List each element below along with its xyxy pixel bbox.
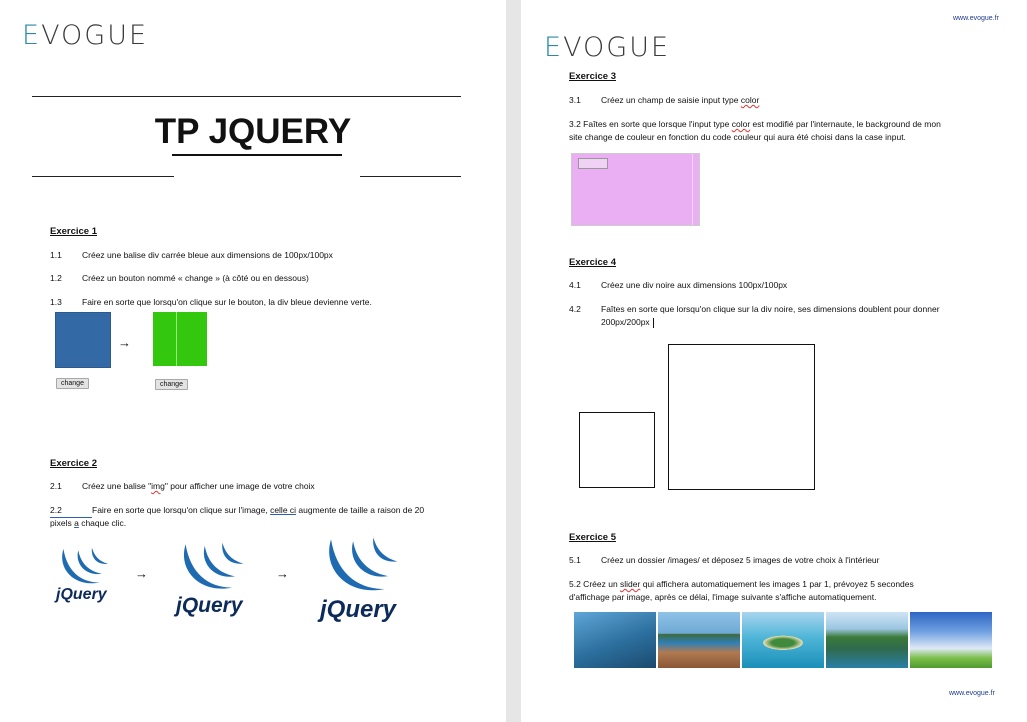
- site-url-footer[interactable]: www.evogue.fr: [949, 690, 995, 697]
- exercise-1-item-3: 1.3 Faire en sorte que lorsqu'on clique sur le bouton, la div bleue devienne verte.: [50, 297, 372, 307]
- exercise-3-heading: Exercice 3: [569, 71, 617, 82]
- exercise-2-item-2: 2.2 Faire en sorte que lorsqu'on clique sur l'image, celle ci augmente de taille a raison de 20: [50, 504, 424, 518]
- exercise-1-item-2: 1.2 Créez un bouton nommé « change » (à côté ou en dessous): [50, 273, 309, 283]
- green-square-div: [153, 312, 207, 366]
- small-black-square: [579, 412, 655, 488]
- arrow-icon: →: [276, 566, 289, 581]
- evogue-logo: EVOGUE: [22, 20, 149, 51]
- change-button-before[interactable]: change: [56, 378, 89, 389]
- text-cursor: [653, 318, 654, 328]
- exercise-3-item-2: 3.2 Faîtes en sorte que lorsque l'input type color est modifié par l'internaute, le background de mon: [569, 119, 941, 129]
- exercise-5-item-2: 5.2 Créez un slider qui affichera automatiquement les images 1 par 1, prévoyez 5 secondes: [569, 579, 914, 589]
- exercise-3-item-1: 3.1 Créez un champ de saisie input type color: [569, 95, 760, 105]
- slider-image-3: [742, 612, 824, 668]
- exercise-5-heading: Exercice 5: [569, 532, 617, 543]
- color-input-swatch[interactable]: [578, 158, 608, 169]
- preview-divider: [692, 154, 693, 225]
- green-square-divider: [176, 312, 177, 366]
- site-url-header[interactable]: www.evogue.fr: [953, 15, 999, 22]
- blue-square-div: [55, 312, 111, 368]
- slider-image-4: [826, 612, 908, 668]
- title-rule-left: [32, 176, 174, 177]
- change-button-after[interactable]: change: [155, 379, 188, 390]
- arrow-icon: →: [118, 335, 131, 350]
- exercise-1-heading: Exercice 1: [50, 226, 98, 237]
- jquery-logo-small: jQuery: [56, 544, 118, 606]
- exercise-1-item-1: 1.1 Créez une balise div carrée bleue aux dimensions de 100px/100px: [50, 250, 333, 260]
- exercise-2-item-2-cont: pixels a chaque clic.: [50, 518, 127, 528]
- large-black-square: [668, 344, 815, 490]
- title-underline: [172, 154, 342, 156]
- slider-image-2: [658, 612, 740, 668]
- jquery-logo-large: jQuery: [320, 532, 412, 624]
- exercise-5-item-1: 5.1 Créez un dossier /images/ et déposez 5 images de votre choix à l'intérieur: [569, 555, 880, 565]
- slider-image-5: [910, 612, 992, 668]
- slider-image-1: [574, 612, 656, 668]
- exercise-4-heading: Exercice 4: [569, 257, 617, 268]
- exercise-2-heading: Exercice 2: [50, 458, 98, 469]
- exercise-2-item-1: 2.1 Créez une balise "img" pour afficher une image de votre choix: [50, 481, 315, 491]
- exercise-4-item-2-cont: 200px/200px: [601, 316, 654, 329]
- title-rule-right: [360, 176, 461, 177]
- exercise-3-item-2-cont: site change de couleur en fonction du code couleur qui aura été choisi dans la case input.: [569, 132, 906, 142]
- arrow-icon: →: [135, 566, 148, 581]
- jquery-logo-medium: jQuery: [176, 538, 256, 618]
- document-page-2: [521, 0, 1027, 722]
- exercise-4-item-1: 4.1 Créez une div noire aux dimensions 100px/100px: [569, 280, 788, 290]
- exercise-4-item-2: 4.2 Faîtes en sorte que lorsqu'on clique sur la div noire, ses dimensions doublent pour donner: [569, 304, 940, 314]
- exercise-5-item-2-cont: d'affichage par image, après ce délai, l'image suivante s'affiche automatiquement.: [569, 592, 877, 602]
- evogue-logo: EVOGUE: [544, 32, 671, 63]
- title-rule-top: [32, 96, 461, 97]
- color-preview-box: [571, 153, 700, 226]
- document-page-1: [0, 0, 506, 722]
- page-title: TP JQUERY: [154, 112, 352, 151]
